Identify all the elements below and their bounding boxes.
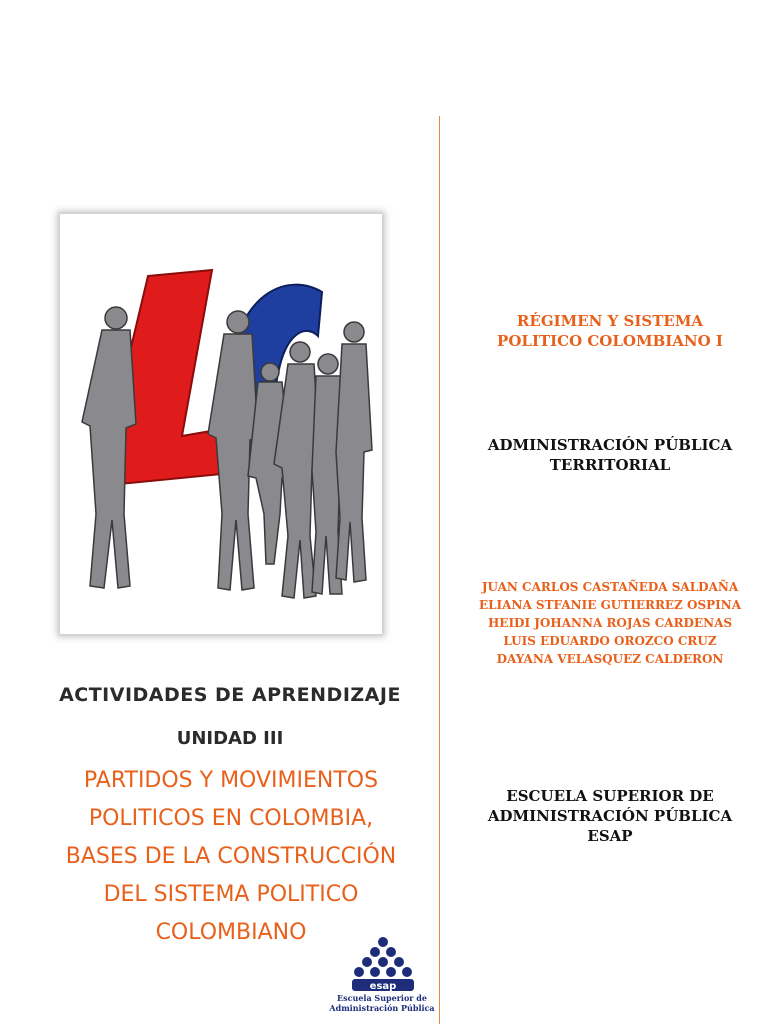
author-name: LUIS EDUARDO OROZCO CRUZ [503,634,717,648]
logo-text: esap [369,981,397,992]
topic-line: PARTIDOS Y MOVIMIENTOS [83,768,379,793]
school-name [452,786,768,846]
author-name: JUAN CARLOS CASTAÑEDA SALDAÑA [481,580,739,594]
topic-line: COLOMBIANO [155,920,307,945]
logo-caption-line: Administración Pública [329,1003,435,1013]
vertical-divider [439,116,440,1024]
logo-caption [320,993,444,1013]
author-name: HEIDI JOHANNA ROJAS CARDENAS [487,616,733,630]
program-title [452,435,768,475]
unit-label: UNIDAD III [176,728,284,749]
school-line: ADMINISTRACIÓN PÚBLICA [487,807,733,825]
topic-line: BASES DE LA CONSTRUCCIÓN [65,844,397,869]
author-name: DAYANA VELASQUEZ CALDERON [496,652,724,666]
activities-title: ACTIVIDADES DE APRENDIZAJE [59,684,401,706]
topic-line: POLITICOS EN COLOMBIA, [88,806,374,831]
course-title [452,311,768,351]
authors-list [452,578,768,668]
program-line: TERRITORIAL [549,456,671,474]
cover-illustration [60,214,382,634]
school-line: ESAP [587,827,633,845]
topic-line: DEL SISTEMA POLITICO [103,882,359,907]
course-line: RÉGIMEN Y SISTEMA [516,312,704,330]
program-line: ADMINISTRACIÓN PÚBLICA [487,436,733,454]
logo-caption-line: Escuela Superior de [337,993,427,1003]
topic-title [36,762,426,952]
school-line: ESCUELA SUPERIOR DE [506,787,714,805]
course-line: POLITICO COLOMBIANO I [497,332,723,350]
author-name: ELIANA STFANIE GUTIERREZ OSPINA [478,598,742,612]
